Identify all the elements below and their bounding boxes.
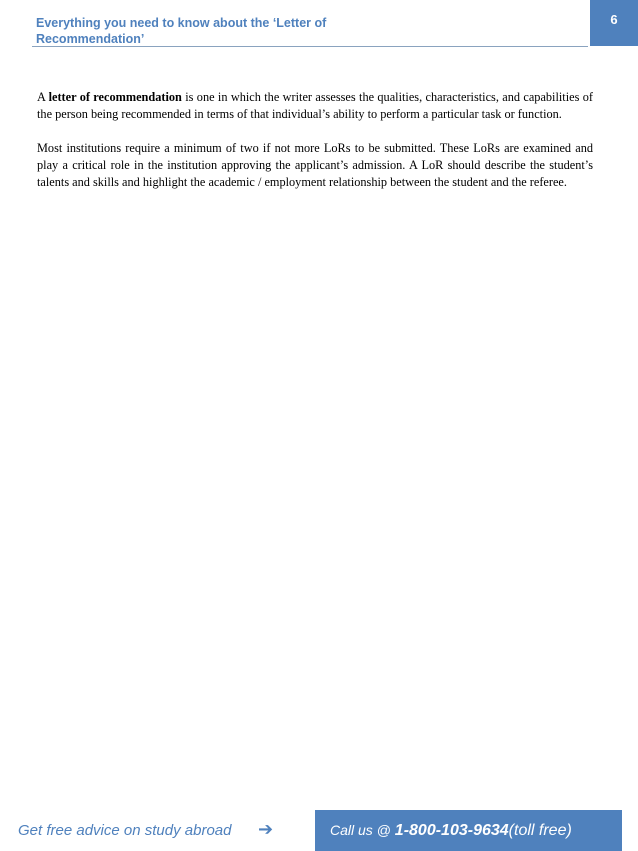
definition-text: is one in which the writer assesses the qualities, characteristics, and capabilities of the person being recommended in terms of that individual’s ability to perform a particular task or function.	[37, 90, 593, 121]
right-arrow-icon: ➔	[258, 819, 274, 840]
header-title: Everything you need to know about the ‘Letter of Recommendation’	[36, 16, 327, 46]
page-footer	[0, 810, 638, 851]
free-advice-link[interactable]: Get free advice on study abroad	[18, 822, 232, 839]
definition-intro: A	[37, 90, 49, 104]
page-number: 6	[590, 0, 638, 46]
page-header	[32, 10, 588, 47]
paragraph-definition	[37, 89, 593, 123]
call-us-banner[interactable]	[315, 810, 622, 851]
document-body	[37, 89, 593, 208]
paragraph-requirements: Most institutions require a minimum of two if not more LoRs to be submitted. These LoRs are examined and play a critical role in the institution approving the applicant’s admission. A LoR should describe the student’s talents and skills and highlight the academic / employment relationship between the student and the referee.	[37, 141, 593, 189]
call-us-label: Call us @	[330, 822, 395, 838]
toll-free-label: (toll free)	[508, 822, 572, 839]
phone-number[interactable]: 1-800-103-9634	[394, 822, 509, 839]
definition-term: letter of recommendation	[48, 90, 182, 104]
